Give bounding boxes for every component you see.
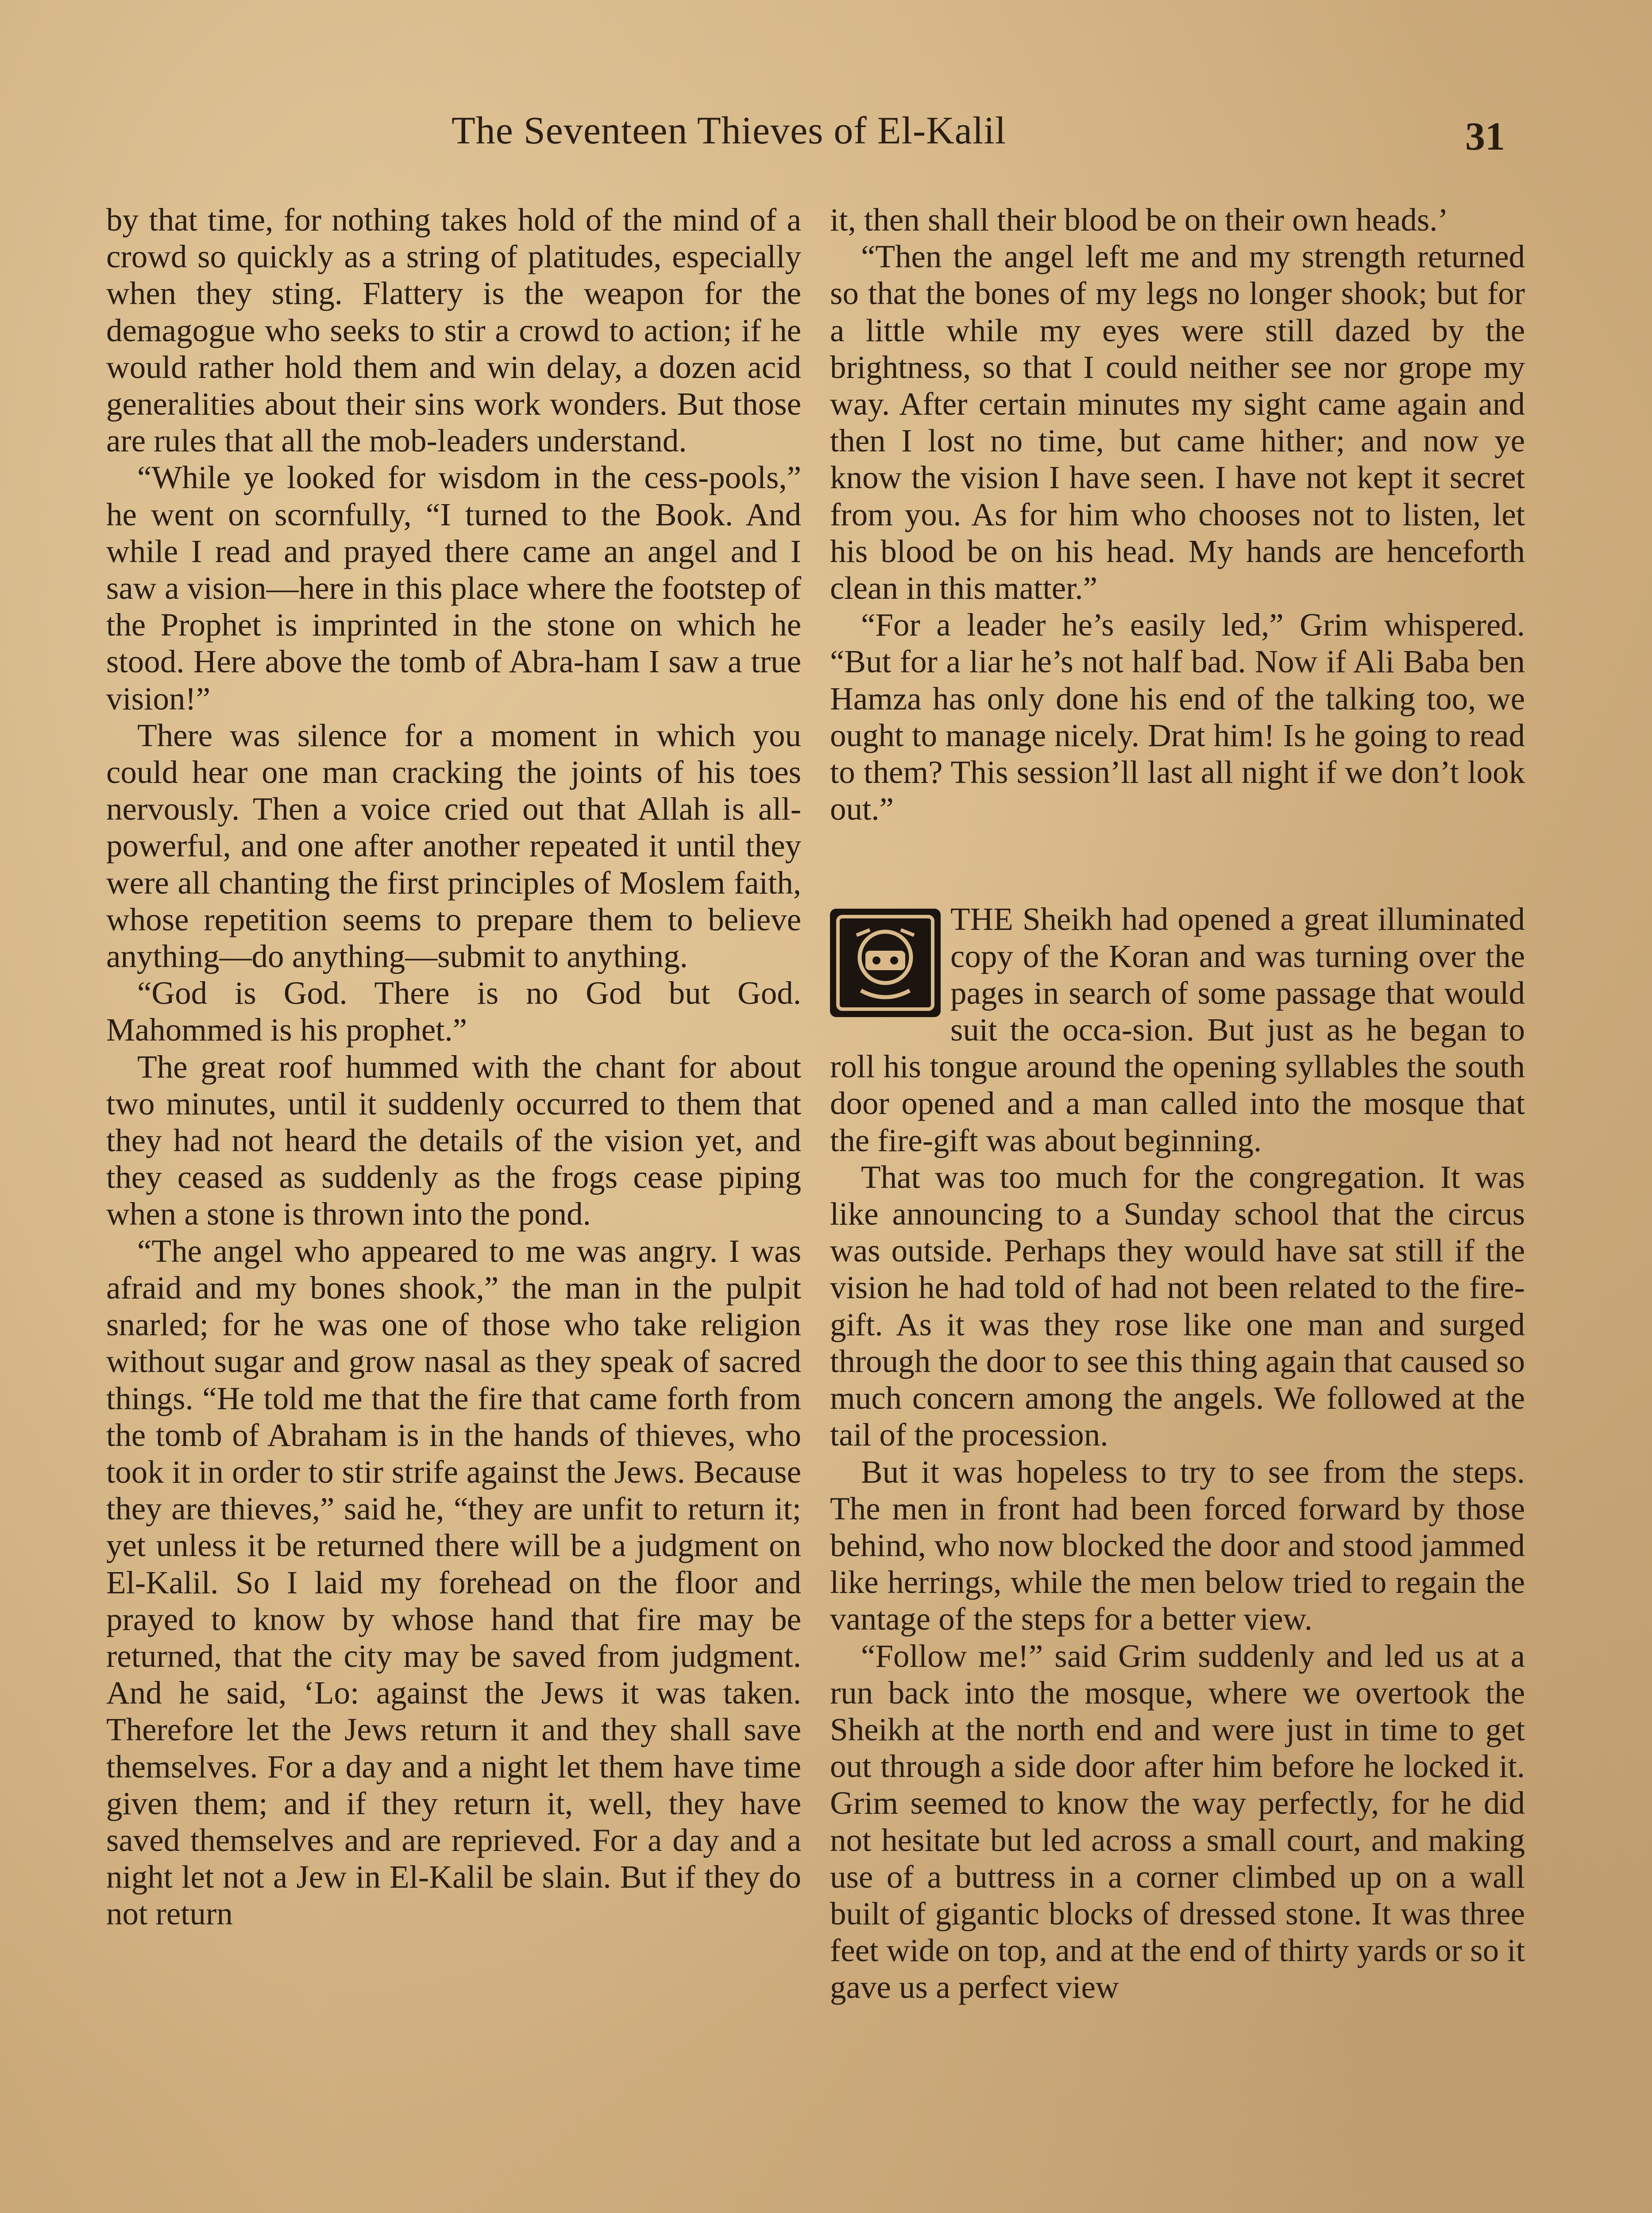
paragraph: “Then the angel left me and my strength returned so that the bones of my legs no longer shook; but for a little while my eyes were still dazed by the brightness, so that I could neither see nor grope my way. After certain minutes my sight came again and then I lost no time, but came hither; and now ye know the vision I have seen. I have not kept it secret from you. As for him who chooses not to listen, let his blood be on his head. My hands are henceforth clean in this matter.” [830,239,1525,606]
section-break [830,827,1525,901]
paragraph: “While ye looked for wisdom in the cess-pools,” he went on scornfully, “I turned to the Book. And while I read and prayed there came an angel and I saw a vision—here in this place where the footstep of the Prophet is imprinted in the stone on which he stood. Here above the tomb of Abra-ham I saw a true vision!” [106,459,801,717]
paragraph: That was too much for the congregation. It was like announcing to a Sunday school that the circus was outside. Perhaps they would have sat still if the vision he had told of had not been related to the fire-gift. As it was they rose like one man and surged through the door to see this thing again that caused so much concern among the angels. We followed at the tail of the procession. [830,1159,1525,1453]
paragraph: by that time, for nothing takes hold of the mind of a crowd so quickly as a string of platitudes, especially when they sting. Flattery is the weapon for the demagogue who seeks to stir a crowd to action; if he would rather hold them and win delay, a dozen acid generalities about their sins work wonders. But those are rules that all the mob-leaders understand. [106,202,801,459]
paragraph: “Follow me!” said Grim suddenly and led us at a run back into the mosque, where we overtook the Sheikh at the north end and were just in time to get out through a side door after him before he locked it. Grim seemed to know the way perfectly, for he did not hesitate but led across a small court, and making use of a buttress in a corner climbed up on a wall built of gigantic blocks of dressed stone. It was three feet wide on top, and at the end of thirty yards or so it gave us a perfect view [830,1638,1525,2005]
paragraph: But it was hopeless to try to see from the steps. The men in front had been forced forward by those behind, who now blocked the door and stood jammed like herrings, while the men below tried to regain the vantage of the steps for a better view. [830,1453,1525,1637]
ornamental-drop-cap-icon [830,909,941,1017]
page-number: 31 [1465,115,1505,158]
running-title: The Seventeen Thieves of El-Kalil [452,109,1007,152]
paragraph: THE Sheikh had opened a great illuminated copy of the Koran and was turning over the pages in search of some passage that would suit the occa-sion. But just as he began to roll his tongue around the opening syllables the south door opened and a man called into the mosque that the fire-gift was about beginning. [830,901,1525,1158]
paragraph: “God is God. There is no God but God. Mahommed is his prophet.” [106,975,801,1048]
paragraph: There was silence for a moment in which you could hear one man cracking the joints of his toes nervously. Then a voice cried out that Allah is all-powerful, and one after another repeated it until they were all chanting the first principles of Moslem faith, whose repetition seems to prepare them to believe anything—do anything—submit to anything. [106,717,801,975]
running-head [0,108,1652,162]
left-column [106,201,801,1932]
paragraph: The great roof hummed with the chant for about two minutes, until it suddenly occurred to them that they had not heard the details of the vision yet, and they ceased as suddenly as the frogs cease piping when a stone is thrown into the pond. [106,1049,801,1232]
right-column [830,201,1525,2006]
paragraph: “For a leader he’s easily led,” Grim whispered. “But for a liar he’s not half bad. Now if Ali Baba ben Hamza has only done his end of the talking too, we ought to manage nicely. Drat him! Is he going to read to them? This session’ll last all night if we don’t look out.” [830,607,1525,827]
paragraph: it, then shall their blood be on their own heads.’ [830,202,1448,238]
paragraph: “The angel who appeared to me was angry. I was afraid and my bones shook,” the man in the pulpit snarled; for he was one of those who take religion without sugar and grow nasal as they speak of sacred things. “He told me that the fire that came forth from the tomb of Abraham is in the hands of thieves, who took it in order to stir strife against the Jews. Because they are thieves,” said he, “they are unfit to return it; yet unless it be returned there will be a judgment on El-Kalil. So I laid my forehead on the floor and prayed to know by whose hand that fire may be returned, that the city may be saved from judgment. And he said, ‘Lo: against the Jews it was taken. Therefore let the Jews return it and they shall save themselves. For a day and a night let them have time given them; and if they return it, well, they have saved themselves and are reprieved. For a day and a night let not a Jew in El-Kalil be slain. But if they do not return [106,1233,801,1932]
